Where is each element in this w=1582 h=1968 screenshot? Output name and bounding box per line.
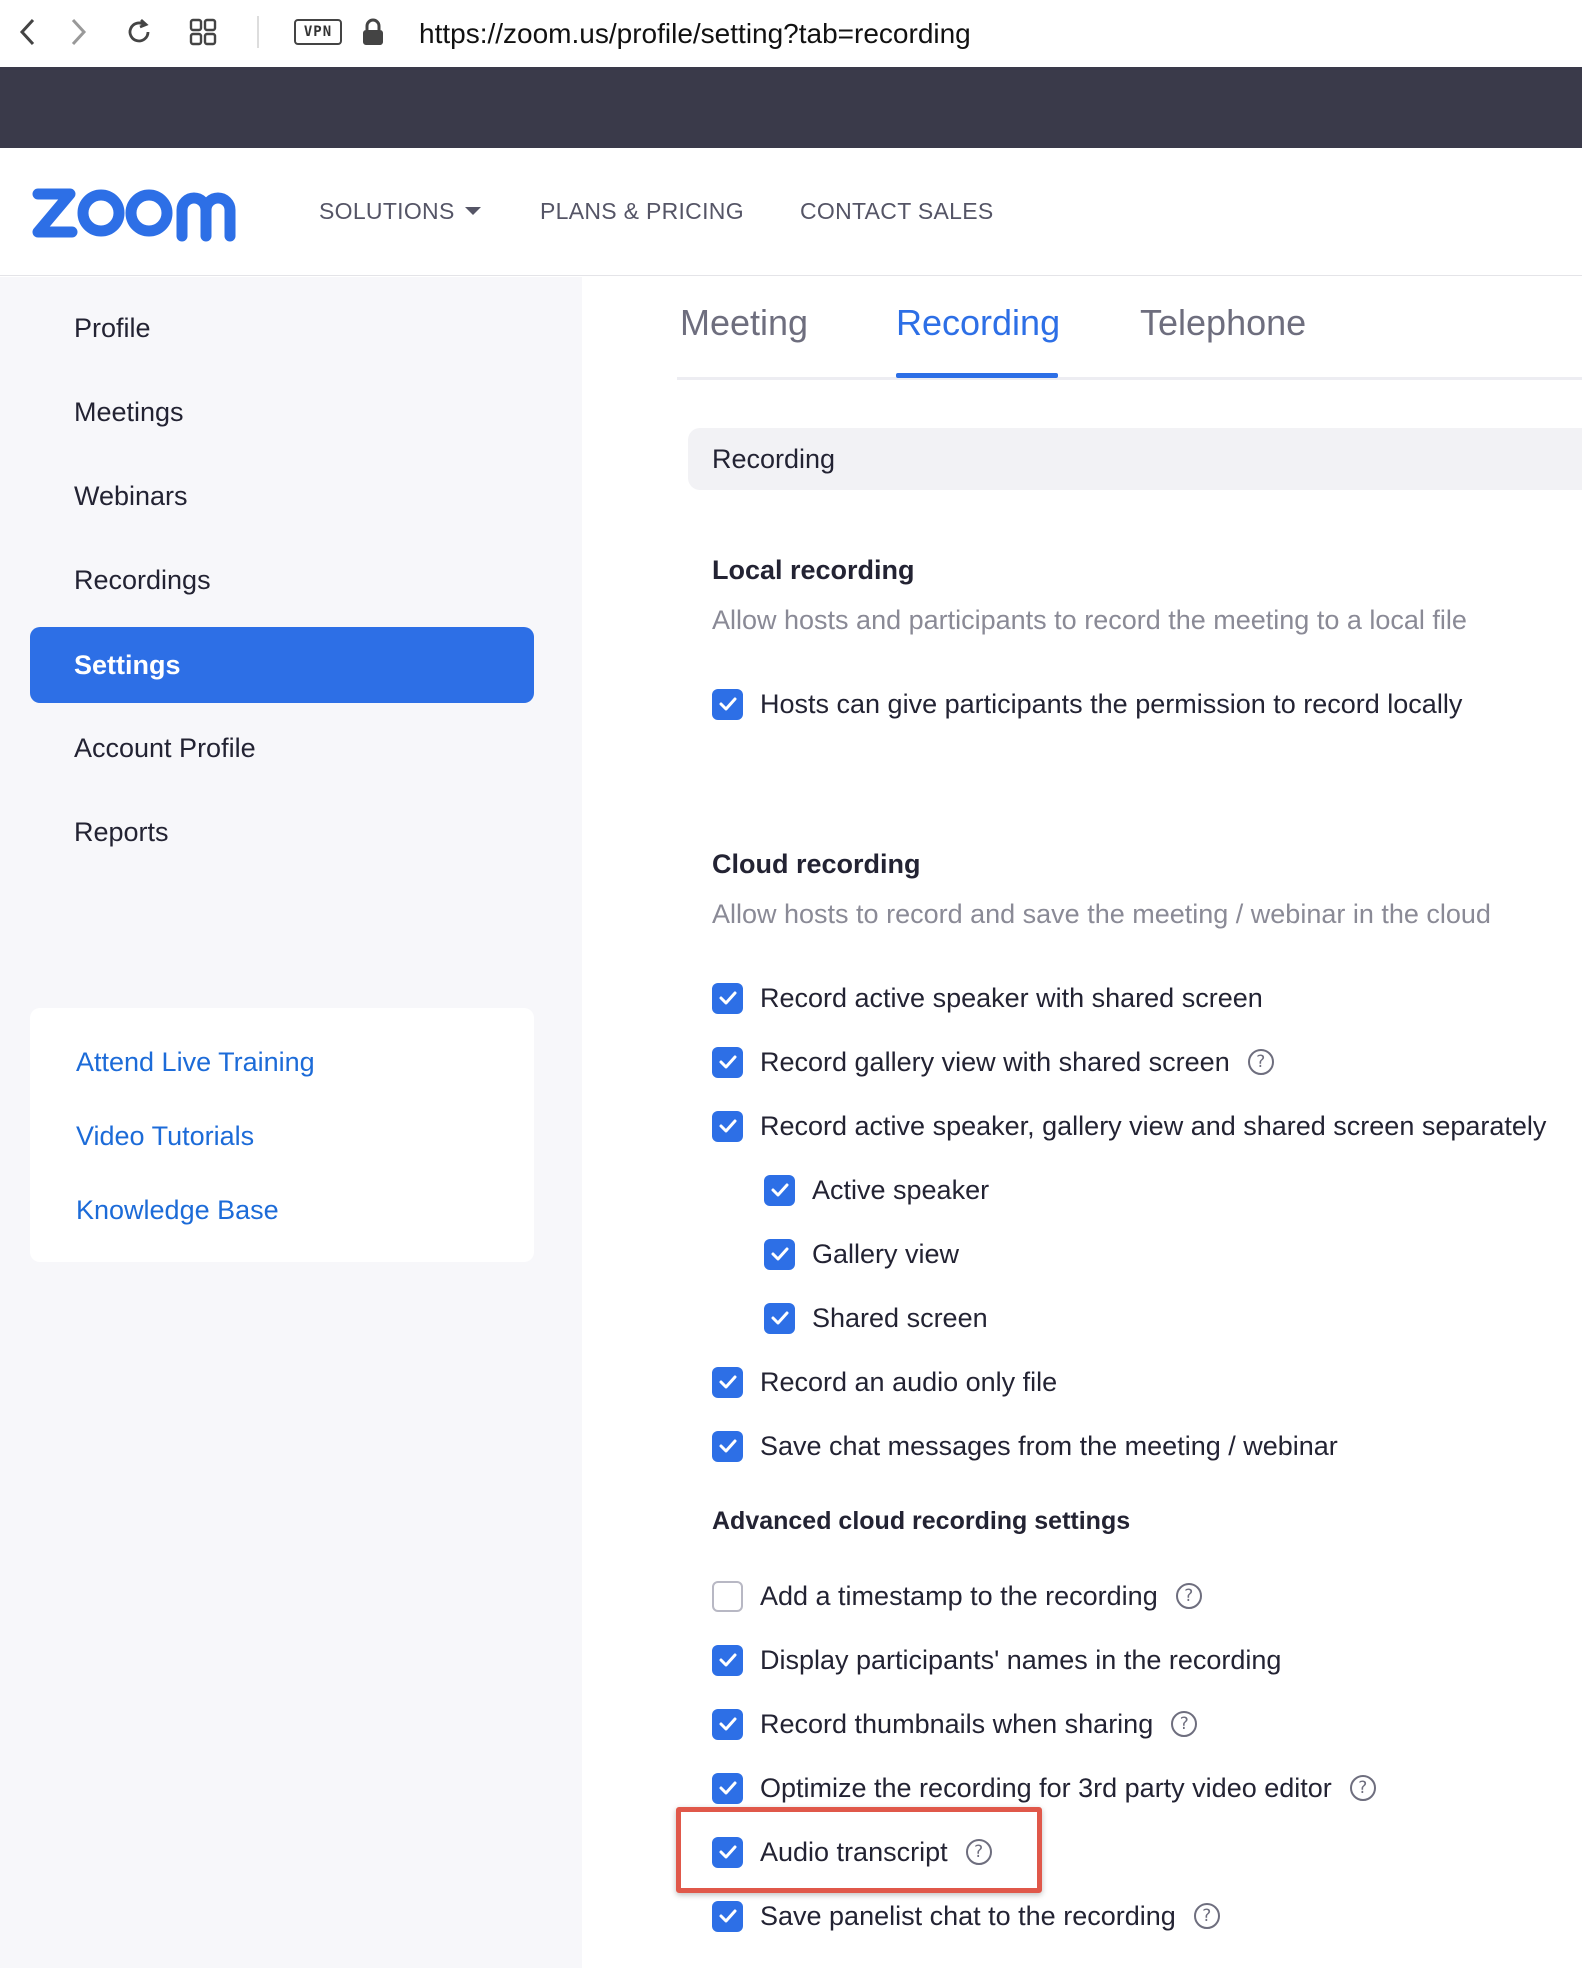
nav-plans-pricing[interactable]: PLANS & PRICING (540, 197, 744, 224)
nav-solutions-label: SOLUTIONS (319, 197, 455, 224)
vpn-badge[interactable]: VPN (294, 19, 342, 45)
local-recording-title: Local recording (712, 554, 915, 585)
option-record-separately[interactable] (712, 1106, 1546, 1146)
checkbox-unchecked[interactable] (712, 1581, 743, 1612)
checkbox-checked[interactable] (712, 983, 743, 1014)
settings-tabs (677, 277, 1582, 380)
sidebar (0, 277, 582, 1968)
lock-icon[interactable] (355, 14, 391, 50)
checkbox-checked[interactable] (712, 1111, 743, 1142)
option-label: Gallery view (812, 1238, 960, 1269)
option-label: Hosts can give participants the permission to record locally (760, 688, 1463, 719)
help-icon[interactable]: ? (1194, 1903, 1220, 1929)
option-gallery-view[interactable] (764, 1234, 959, 1274)
checkbox-checked[interactable] (764, 1175, 795, 1206)
checkbox-checked[interactable] (712, 1645, 743, 1676)
cloud-recording-description: Allow hosts to record and save the meeting / webinar in the cloud (712, 898, 1491, 929)
option-label: Audio transcript (760, 1836, 948, 1867)
nav-contact-sales[interactable]: CONTACT SALES (800, 197, 994, 224)
checkbox-checked[interactable] (764, 1239, 795, 1270)
checkbox-checked[interactable] (712, 1431, 743, 1462)
help-icon[interactable]: ? (1350, 1775, 1376, 1801)
checkbox-checked[interactable] (712, 1367, 743, 1398)
option-save-chat-messages[interactable] (712, 1426, 1338, 1466)
option-record-thumbnails[interactable] (712, 1704, 1197, 1744)
back-icon[interactable] (10, 14, 46, 50)
option-label: Record gallery view with shared screen (760, 1046, 1230, 1077)
tab-telephone[interactable]: Telephone (1140, 302, 1307, 343)
site-header (0, 148, 1582, 276)
checkbox-checked[interactable] (712, 1773, 743, 1804)
browser-toolbar (0, 0, 1582, 67)
help-icon[interactable]: ? (1171, 1711, 1197, 1737)
forward-icon[interactable] (60, 14, 96, 50)
option-shared-screen[interactable] (764, 1298, 988, 1338)
option-label: Active speaker (812, 1174, 990, 1205)
option-display-participant-names[interactable] (712, 1640, 1281, 1680)
option-audio-only-file[interactable] (712, 1362, 1057, 1402)
nav-solutions[interactable] (319, 196, 481, 226)
help-icon[interactable]: ? (966, 1839, 992, 1865)
option-gallery-view-shared-screen[interactable] (712, 1042, 1274, 1082)
option-optimize-3rd-party-editor[interactable] (712, 1768, 1376, 1808)
option-label: Record thumbnails when sharing (760, 1708, 1154, 1739)
sidebar-item-account-profile[interactable]: Account Profile (74, 732, 256, 763)
option-hosts-permission-local[interactable] (712, 684, 1462, 724)
sidebar-item-webinars[interactable]: Webinars (74, 480, 188, 511)
option-save-panelist-chat[interactable] (712, 1896, 1220, 1936)
caret-down-icon (465, 207, 481, 215)
video-tutorials-link[interactable]: Video Tutorials (76, 1120, 255, 1151)
sidebar-item-meetings[interactable]: Meetings (74, 396, 184, 427)
option-label: Record an audio only file (760, 1366, 1058, 1397)
checkbox-checked[interactable] (712, 1047, 743, 1078)
address-bar[interactable]: https://zoom.us/profile/setting?tab=recording (419, 18, 971, 49)
option-label: Save panelist chat to the recording (760, 1900, 1176, 1931)
tab-meeting[interactable]: Meeting (680, 302, 809, 343)
checkbox-checked[interactable] (712, 689, 743, 720)
section-header: Recording (688, 428, 1582, 490)
cloud-recording-title: Cloud recording (712, 848, 921, 879)
option-label: Optimize the recording for 3rd party video editor (760, 1772, 1332, 1803)
option-label: Record active speaker with shared screen (760, 982, 1263, 1013)
option-label: Shared screen (812, 1302, 988, 1333)
option-label: Save chat messages from the meeting / webinar (760, 1430, 1338, 1461)
sidebar-item-settings[interactable]: Settings (30, 627, 534, 703)
option-label: Record active speaker, gallery view and shared screen separately (760, 1110, 1547, 1141)
help-links-card (30, 1008, 534, 1262)
checkbox-checked[interactable] (712, 1709, 743, 1740)
help-icon[interactable]: ? (1176, 1583, 1202, 1609)
advanced-settings-title: Advanced cloud recording settings (712, 1506, 1131, 1535)
option-label: Display participants' names in the recording (760, 1644, 1282, 1675)
checkbox-checked[interactable] (712, 1901, 743, 1932)
option-active-speaker-shared-screen[interactable] (712, 978, 1263, 1018)
option-label: Add a timestamp to the recording (760, 1580, 1158, 1611)
tabs-grid-icon[interactable] (185, 14, 221, 50)
toolbar-divider (257, 16, 259, 48)
sidebar-item-recordings[interactable]: Recordings (74, 564, 211, 595)
zoom-logo[interactable] (30, 178, 252, 248)
local-recording-description: Allow hosts and participants to record the meeting to a local file (712, 604, 1467, 635)
sidebar-item-profile[interactable]: Profile (74, 312, 151, 343)
reload-icon[interactable] (121, 14, 157, 50)
checkbox-checked[interactable] (764, 1303, 795, 1334)
sidebar-item-reports[interactable]: Reports (74, 816, 169, 847)
annotation-highlight-box (676, 1807, 1042, 1893)
knowledge-base-link[interactable]: Knowledge Base (76, 1194, 279, 1225)
help-icon[interactable]: ? (1248, 1049, 1274, 1075)
option-add-timestamp[interactable] (712, 1576, 1202, 1616)
tab-recording[interactable]: Recording (896, 302, 1061, 343)
attend-live-training-link[interactable]: Attend Live Training (76, 1046, 315, 1077)
active-tab-indicator (896, 373, 1058, 378)
option-active-speaker[interactable] (764, 1170, 989, 1210)
browser-tab-strip (0, 67, 1582, 148)
